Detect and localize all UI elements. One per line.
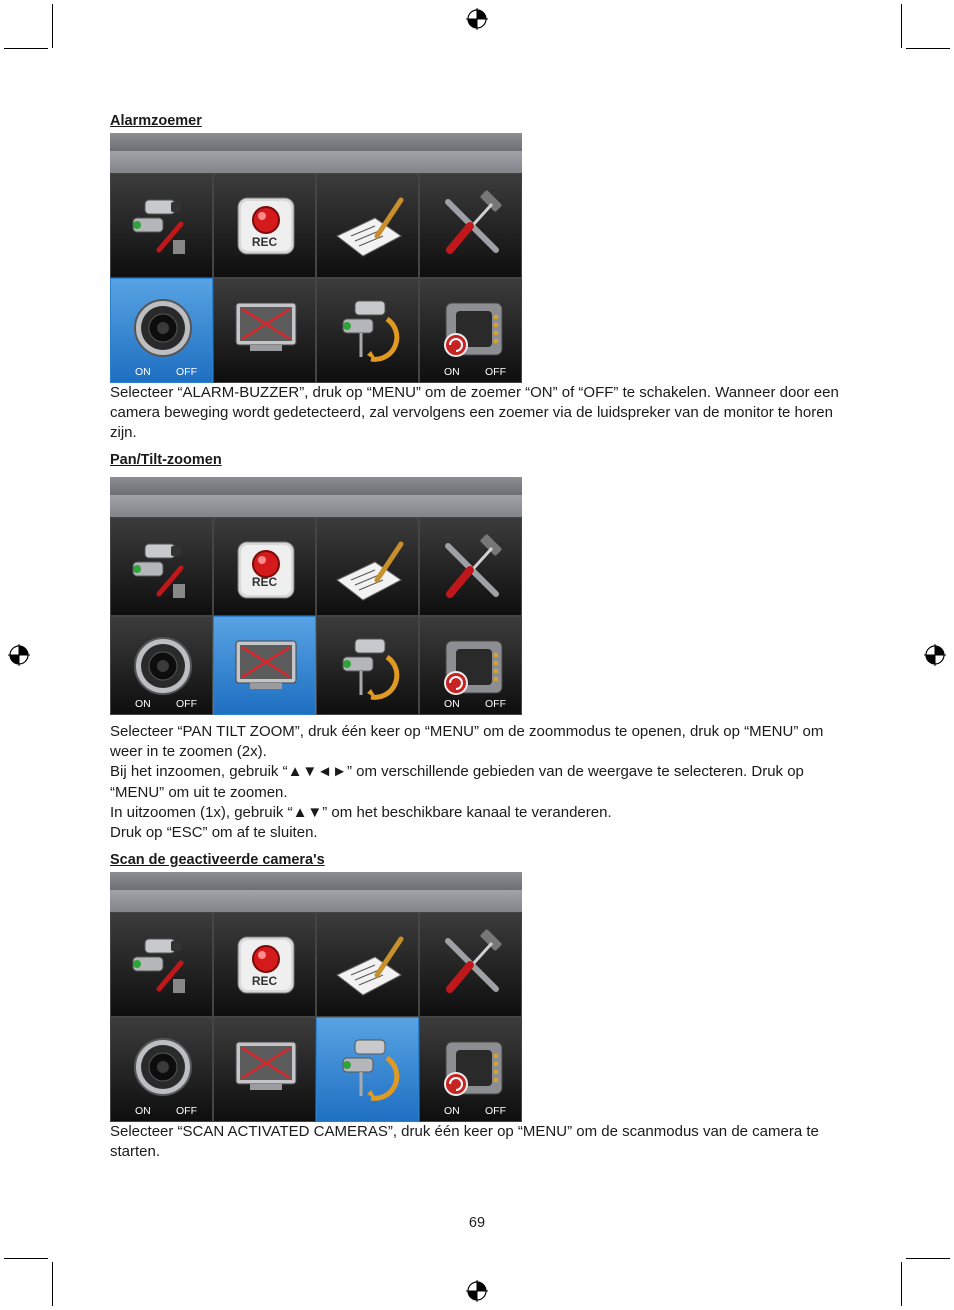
off-label: OFF	[485, 366, 506, 378]
off-label: OFF	[176, 698, 197, 710]
rec-label: REC	[251, 235, 278, 249]
registration-mark-icon	[8, 644, 30, 666]
record-icon	[214, 174, 316, 278]
paragraph: Selecteer “SCAN ACTIVATED CAMERAS”, druk één keer op “MENU” om de scanmodus van de camera te starten.	[110, 1123, 819, 1161]
paragraph: Bij het inzoomen, gebruik “▲▼◄►” om verschillende gebieden van de weergave te selecteren. Druk op “MENU” om uit te zoomen.	[110, 763, 804, 801]
system-setup-icon	[420, 518, 522, 616]
on-off-toggle[interactable]	[111, 698, 212, 710]
menu-title-bar	[110, 872, 522, 890]
registration-mark-icon	[924, 644, 946, 666]
menu-title-bar	[110, 477, 522, 495]
camera-setup-icon	[111, 518, 213, 616]
paragraph: Selecteer “ALARM-BUZZER”, druk op “MENU” om de zoemer “ON” of “OFF” te schakelen. Wanneer door een camera beweging wordt gedetecteerd, zal vervolgens een zoemer via de luidspreker van de monitor te horen zijn.	[110, 384, 839, 442]
crop-mark	[52, 4, 53, 48]
off-label: OFF	[485, 1105, 506, 1117]
crop-mark	[901, 4, 902, 48]
menu-screenshot	[110, 872, 522, 1122]
menu-tile-scan-cameras[interactable]	[316, 616, 419, 715]
menu-tile-scan-cameras[interactable]	[316, 1017, 419, 1122]
event-list-icon	[317, 174, 419, 278]
on-off-toggle[interactable]	[111, 1105, 212, 1117]
section-text	[110, 383, 850, 444]
scan-cameras-icon	[317, 279, 419, 383]
menu-tile-camera-setup[interactable]	[110, 517, 213, 616]
menu-tile-camera-setup[interactable]	[110, 912, 213, 1017]
on-off-toggle[interactable]	[420, 1105, 521, 1117]
menu-tile-pan-tilt-zoom[interactable]	[213, 278, 316, 383]
menu-tile-system-setup[interactable]	[419, 517, 522, 616]
crop-mark	[906, 1258, 950, 1259]
menu-tile-event-list[interactable]	[316, 912, 419, 1017]
menu-tile-sd-overwrite[interactable]	[419, 1017, 522, 1122]
on-label: ON	[135, 366, 151, 378]
menu-tile-record[interactable]	[213, 517, 316, 616]
crop-mark	[901, 1262, 902, 1306]
rec-label: REC	[251, 974, 278, 988]
on-off-toggle[interactable]	[420, 698, 521, 710]
crop-mark	[4, 48, 48, 49]
on-label: ON	[444, 1105, 460, 1117]
scan-cameras-icon	[317, 617, 419, 715]
menu-tile-alarm-buzzer[interactable]	[110, 278, 213, 383]
section-text	[110, 1122, 850, 1162]
off-label: OFF	[485, 698, 506, 710]
paragraph: In uitzoomen (1x), gebruik “▲▼” om het beschikbare kanaal te veranderen.	[110, 803, 612, 821]
section-heading-pan-tilt-zoom: Pan/Tilt-zoomen	[110, 452, 222, 468]
menu-tile-alarm-buzzer[interactable]	[110, 616, 213, 715]
pan-tilt-zoom-icon	[214, 617, 316, 715]
section-heading-alarm-buzzer: Alarmzoemer	[110, 113, 202, 129]
off-label: OFF	[176, 366, 197, 378]
crop-mark	[4, 1258, 48, 1259]
menu-tile-pan-tilt-zoom[interactable]	[213, 616, 316, 715]
on-label: ON	[135, 1105, 151, 1117]
camera-setup-icon	[111, 174, 213, 278]
camera-setup-icon	[111, 913, 213, 1017]
record-icon	[214, 913, 316, 1017]
menu-tile-scan-cameras[interactable]	[316, 278, 419, 383]
menu-subtitle-bar	[110, 495, 522, 517]
on-label: ON	[135, 698, 151, 710]
menu-tile-record[interactable]	[213, 912, 316, 1017]
paragraph: Druk op “ESC” om af te sluiten.	[110, 824, 318, 842]
menu-tile-system-setup[interactable]	[419, 912, 522, 1017]
menu-screenshot	[110, 477, 522, 715]
menu-tile-event-list[interactable]	[316, 173, 419, 278]
menu-tile-pan-tilt-zoom[interactable]	[213, 1017, 316, 1122]
event-list-icon	[317, 913, 419, 1017]
menu-tile-camera-setup[interactable]	[110, 173, 213, 278]
off-label: OFF	[176, 1105, 197, 1117]
crop-mark	[906, 48, 950, 49]
menu-tile-event-list[interactable]	[316, 517, 419, 616]
on-off-toggle[interactable]	[111, 366, 212, 378]
event-list-icon	[317, 518, 419, 616]
scan-cameras-icon	[317, 1018, 419, 1122]
section-heading-scan-cameras: Scan de geactiveerde camera's	[110, 852, 325, 868]
menu-subtitle-bar	[110, 151, 522, 173]
system-setup-icon	[420, 913, 522, 1017]
menu-subtitle-bar	[110, 890, 522, 912]
menu-tile-sd-overwrite[interactable]	[419, 616, 522, 715]
pan-tilt-zoom-icon	[214, 279, 316, 383]
on-off-toggle[interactable]	[420, 366, 521, 378]
registration-mark-icon	[466, 1280, 488, 1302]
menu-tile-record[interactable]	[213, 173, 316, 278]
paragraph: Selecteer “PAN TILT ZOOM”, druk één keer op “MENU” om de zoommodus te openen, druk op “MENU” om weer in te zoomen (2x).	[110, 723, 824, 761]
menu-tile-system-setup[interactable]	[419, 173, 522, 278]
record-icon	[214, 518, 316, 616]
on-label: ON	[444, 698, 460, 710]
crop-mark	[52, 1262, 53, 1306]
menu-title-bar	[110, 133, 522, 151]
section-text	[110, 722, 850, 843]
menu-tile-alarm-buzzer[interactable]	[110, 1017, 213, 1122]
registration-mark-icon	[466, 8, 488, 30]
rec-label: REC	[251, 575, 278, 589]
page-number: 69	[468, 1215, 486, 1231]
pan-tilt-zoom-icon	[214, 1018, 316, 1122]
menu-tile-sd-overwrite[interactable]	[419, 278, 522, 383]
on-label: ON	[444, 366, 460, 378]
system-setup-icon	[420, 174, 522, 278]
menu-screenshot	[110, 133, 522, 383]
